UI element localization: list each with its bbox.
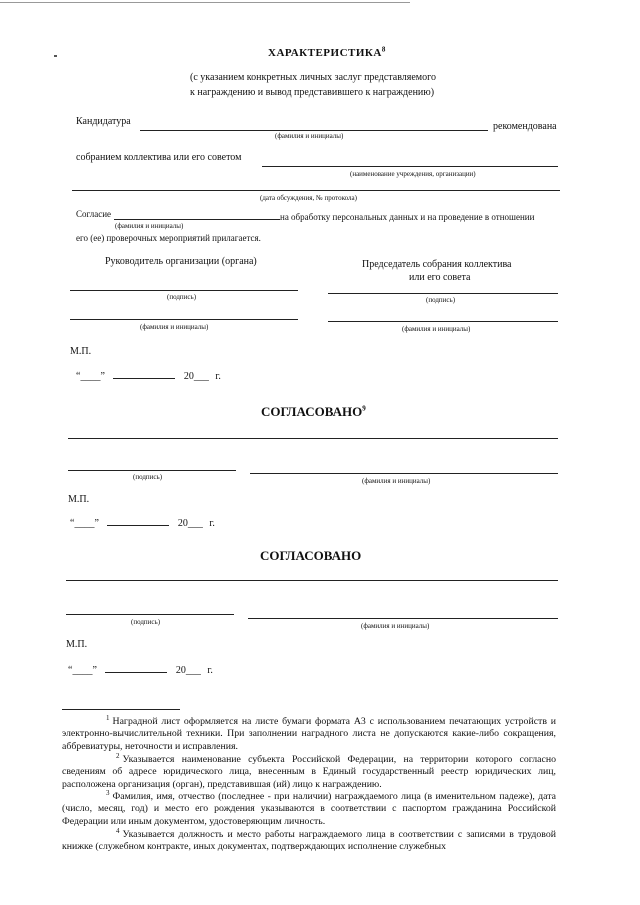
date-2-quote-close: ” — [94, 518, 99, 529]
chair-signature-hint: (подпись) — [426, 296, 456, 304]
collective-hint: (наименование учреждения, организации) — [350, 170, 476, 178]
head-name-line — [70, 319, 298, 320]
date-quote-close: ” — [100, 371, 105, 382]
footnote-4-text: Указывается должность и место работы награждаемого лица в соответствии с записями в трудовой книжке (служебном контракте, иных документах, подтверждающих исполнение служебных — [62, 829, 556, 853]
date-2-quote-open: “ — [70, 518, 75, 529]
footnote-3 — [62, 788, 556, 828]
agreed-1-name-line — [250, 473, 558, 474]
chair-name-line — [328, 321, 558, 322]
date-line-2 — [70, 518, 215, 529]
head-signature-line — [70, 290, 298, 291]
footnote-3-number: 3 — [106, 788, 110, 797]
chair-label-line-2: или его совета — [409, 272, 471, 283]
title-text: ХАРАКТЕРИСТИКА — [268, 47, 382, 59]
footnote-3-text: Фамилия, имя, отчество (последнее - при наличии) награждаемого лица (в именительном падеже), дата (число, месяц, год) и место его рождения указываются в соответствии с паспортом гражданина Российской Федерации или иным документом, удостоверяющим личность. — [62, 791, 556, 827]
footnote-2-number: 2 — [116, 751, 120, 760]
footnote-4 — [62, 826, 556, 854]
agreed-2-line — [66, 580, 558, 581]
date-3-year-prefix: 20 — [175, 665, 186, 676]
date-2-day-blank: ____ — [74, 518, 95, 529]
agreed-title-1 — [261, 404, 366, 420]
date-3-year-blank: ___ — [185, 665, 201, 676]
head-signature-hint: (подпись) — [167, 293, 197, 301]
footnote-separator — [62, 709, 180, 710]
date-3-g: г. — [207, 665, 213, 676]
date-day-blank: ____ — [80, 371, 101, 382]
footnote-1-text: Наградной лист оформляется на листе бумаги формата А3 с использованием печатающих устройств и электронно-вычислительной техники. При заполнении наградного листа не допускаются какие-либо сокращения, аббревиатуры, неточности и исправления. — [62, 716, 556, 752]
stamp-place-label-2: М.П. — [68, 494, 90, 505]
agreed-1-name-hint: (фамилия и инициалы) — [362, 477, 431, 485]
date-3-month-line — [105, 672, 167, 673]
agreed-2-signature-hint: (подпись) — [131, 618, 161, 626]
consent-name-line — [114, 219, 280, 220]
agreed-1-line — [68, 438, 558, 439]
agreed-2-name-hint: (фамилия и инициалы) — [361, 622, 430, 630]
candidacy-label: Кандидатура — [76, 116, 131, 127]
subtitle-line-2: к награждению и вывод представившего к награждению) — [190, 87, 435, 98]
date-2-g: г. — [209, 518, 215, 529]
date-g: г. — [215, 371, 221, 382]
footnote-4-number: 4 — [116, 826, 120, 835]
footnote-2-text: Указывается наименование субъекта Российской Федерации, на территории которого согласно сведениям об адресе юридического лица, внесенным в Единый государственный реестр юридических лиц, расположена организация (орган), представившая (ий) лицо к награждению. — [62, 754, 556, 790]
agreed-1-text: СОГЛАСОВАНО — [261, 404, 363, 419]
agreed-2-name-line — [248, 618, 558, 619]
footnote-2 — [62, 751, 556, 791]
stamp-place-label-3: М.П. — [66, 639, 88, 650]
agreed-2-signature-line — [66, 614, 234, 615]
chair-signature-line — [328, 293, 558, 294]
discussion-line — [72, 190, 560, 191]
chair-label-line-1: Председатель собрания коллектива — [362, 259, 512, 270]
consent-label: Согласие — [76, 209, 112, 219]
discussion-hint: (дата обсуждения, № протокола) — [260, 194, 357, 202]
candidacy-name-line — [140, 130, 488, 131]
collective-line — [262, 166, 558, 167]
date-line-1 — [76, 371, 221, 382]
date-3-quote-open: “ — [68, 665, 73, 676]
stamp-place-label: М.П. — [70, 346, 92, 357]
date-2-year-blank: ___ — [187, 518, 203, 529]
chair-name-hint: (фамилия и инициалы) — [402, 325, 471, 333]
agreed-1-signature-hint: (подпись) — [133, 473, 163, 481]
collective-label: собранием коллектива или его советом — [76, 152, 242, 163]
date-month-line — [113, 378, 175, 379]
document-title — [268, 47, 386, 59]
title-footnote-ref: 8 — [381, 45, 386, 54]
date-2-year-prefix: 20 — [177, 518, 188, 529]
agreed-1-signature-line — [68, 470, 236, 471]
agreed-title-2: СОГЛАСОВАНО — [260, 548, 362, 563]
consent-after-text: на обработку персональных данных и на проведение в отношении — [280, 212, 535, 222]
recommended-label: рекомендована — [493, 121, 557, 132]
date-3-quote-close: ” — [92, 665, 97, 676]
top-edge-line — [0, 2, 410, 3]
date-3-day-blank: ____ — [72, 665, 93, 676]
date-2-month-line — [107, 525, 169, 526]
footnote-1 — [62, 713, 556, 753]
head-name-hint: (фамилия и инициалы) — [140, 323, 209, 331]
candidacy-hint: (фамилия и инициалы) — [275, 132, 344, 140]
consent-hint: (фамилия и инициалы) — [115, 222, 184, 230]
date-quote-open: “ — [76, 371, 81, 382]
subtitle-line-1: (с указанием конкретных личных заслуг представляемого — [190, 72, 436, 83]
date-year-blank: ___ — [193, 371, 209, 382]
date-line-3 — [68, 665, 213, 676]
consent-line-2: его (ее) проверочных мероприятий прилагается. — [76, 233, 261, 243]
date-year-prefix: 20 — [183, 371, 194, 382]
scan-dot — [54, 55, 57, 57]
head-of-organization-label: Руководитель организации (органа) — [105, 256, 257, 267]
agreed-1-footnote-ref: 9 — [362, 404, 366, 413]
footnote-1-number: 1 — [106, 713, 110, 722]
